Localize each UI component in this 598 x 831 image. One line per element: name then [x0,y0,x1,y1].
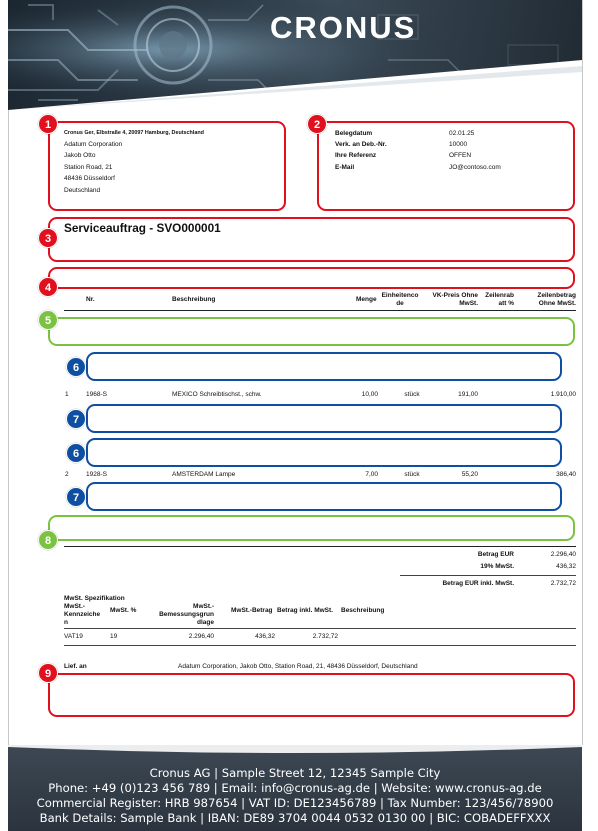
line-pre-text-box [86,352,562,381]
line-post-text-box [86,482,562,511]
total-label: Betrag EUR inkl. MwSt. [442,580,514,587]
col-header-nr: Nr. [86,296,95,303]
vat-header-rule [64,628,576,629]
line-position: 2 [65,471,69,478]
sender-line: Cronus Ger, Elbstraße 4, 20097 Hamburg, Deutschland [64,130,204,136]
vat-header-code: MwSt.- [64,603,85,610]
col-header-discount: Zeilenrab [485,292,514,299]
col-header-line-amount: Zeilenbetrag [537,292,576,299]
footer-contact-line: Phone: +49 (0)123 456 789 | Email: info@cronus-ag.de | Website: www.cronus-ag.de [48,781,542,795]
info-label: E-Mail [335,164,355,171]
vat-header-incl: Betrag inkl. MwSt. [277,607,333,614]
vat-row-basis: 2.296,40 [188,633,214,640]
line-pre-text-box [86,438,562,467]
vat-row-incl: 2.732,72 [312,633,338,640]
badge-2: 2 [307,114,327,134]
badge-6: 6 [66,357,86,377]
total-label: Betrag EUR [477,551,514,558]
col-header-discount: att % [498,300,514,307]
address-line: 48436 Düsseldorf [64,175,115,182]
col-header-price: VK-Preis Ohne [432,292,478,299]
ship-to-label: Lief. an [64,663,87,670]
info-value: 10000 [449,141,468,148]
line-position: 1 [65,391,69,398]
info-value: 02.01.25 [449,130,475,137]
line-price: 191,00 [458,391,478,398]
address-line: Adatum Corporation [64,141,123,148]
badge-5: 5 [38,310,58,330]
footer-separator [8,745,582,759]
col-header-unit: de [396,300,404,307]
line-unit: stück [404,391,420,398]
line-unit: stück [404,471,420,478]
vat-row-percent: 19 [110,633,118,640]
info-label: Ihre Referenz [335,152,377,159]
badge-4: 4 [38,277,58,297]
line-description: MEXICO Schreibtischst., schw. [172,391,262,398]
vat-header-basis: Bemessungsgrun [159,611,214,618]
vat-header-description: Beschreibung [341,607,385,614]
totals-rule [400,575,576,576]
vat-header-basis: MwSt.- [193,603,214,610]
badge-6: 6 [66,443,86,463]
col-header-unit: Einheitenco [381,292,419,299]
header-text-box [48,267,575,289]
vat-header-percent: MwSt. % [110,607,137,614]
vat-row-code: VAT19 [64,633,83,640]
footer-company-line: Cronus AG | Sample Street 12, 12345 Sample City [149,766,441,780]
footer-bank-line: Bank Details: Sample Bank | IBAN: DE89 3704 0044 0532 0130 00 | BIC: COBADEFFXXX [39,811,551,825]
col-header-line-amount: Ohne MwSt. [538,300,576,307]
vat-row-amount: 436,32 [255,633,275,640]
page-footer [8,745,582,831]
col-header-quantity: Menge [356,296,377,303]
footer-register-line: Commercial Register: HRB 987654 | VAT ID: DE123456789 | Tax Number: 123/456/78900 [36,796,554,810]
line-amount: 1.910,00 [550,391,576,398]
line-price: 55,20 [461,471,478,478]
info-label: Verk. an Deb.-Nr. [335,141,387,148]
table-header-rule [64,310,576,311]
ship-to-address: Adatum Corporation, Jakob Otto, Station Road, 21, 48436 Düsseldorf, Deutschland [178,663,418,670]
info-value: JO@contoso.com [449,164,501,171]
total-value: 436,32 [556,563,576,570]
vat-header-code: Kennzeiche [64,611,101,618]
address-line: Deutschland [64,187,101,194]
badge-8: 8 [38,530,58,550]
badge-7: 7 [66,409,86,429]
page-left-edge [8,0,9,745]
line-description: AMSTERDAM Lampe [172,471,236,478]
vat-header-basis: dlage [197,619,214,626]
badge-3: 3 [38,228,58,248]
company-logo: CRONUS [270,10,417,45]
line-post-text-box [86,404,562,433]
info-value: OFFEN [449,152,472,159]
address-line: Station Road, 21 [64,164,113,171]
closing-text-box [48,673,575,717]
line-amount: 386,40 [556,471,576,478]
lines-header-box [48,317,575,346]
line-quantity: 10,00 [361,391,378,398]
total-value: 2.296,40 [550,551,576,558]
total-value: 2.732,72 [550,580,576,587]
badge-1: 1 [38,114,58,134]
badge-7: 7 [66,487,86,507]
line-item-no: 1968-S [86,391,107,398]
page-right-edge [582,0,583,745]
vat-header-amount: MwSt.-Betrag [231,607,273,614]
vat-bottom-rule [64,645,576,646]
info-label: Belegdatum [335,130,373,137]
vat-spec-title: MwSt. Spezifikation [64,595,125,602]
badge-9: 9 [38,663,58,683]
header-banner [8,0,582,110]
line-item-no: 1928-S [86,471,107,478]
lines-footer-box [48,515,575,541]
col-header-description: Beschreibung [172,296,216,303]
total-label: 19% MwSt. [480,563,514,570]
document-title: Serviceauftrag - SVO000001 [64,221,221,235]
vat-header-code: n [64,619,68,626]
line-quantity: 7,00 [365,471,378,478]
address-line: Jakob Otto [64,152,96,159]
table-bottom-rule [64,546,576,547]
col-header-price: MwSt. [459,300,478,307]
